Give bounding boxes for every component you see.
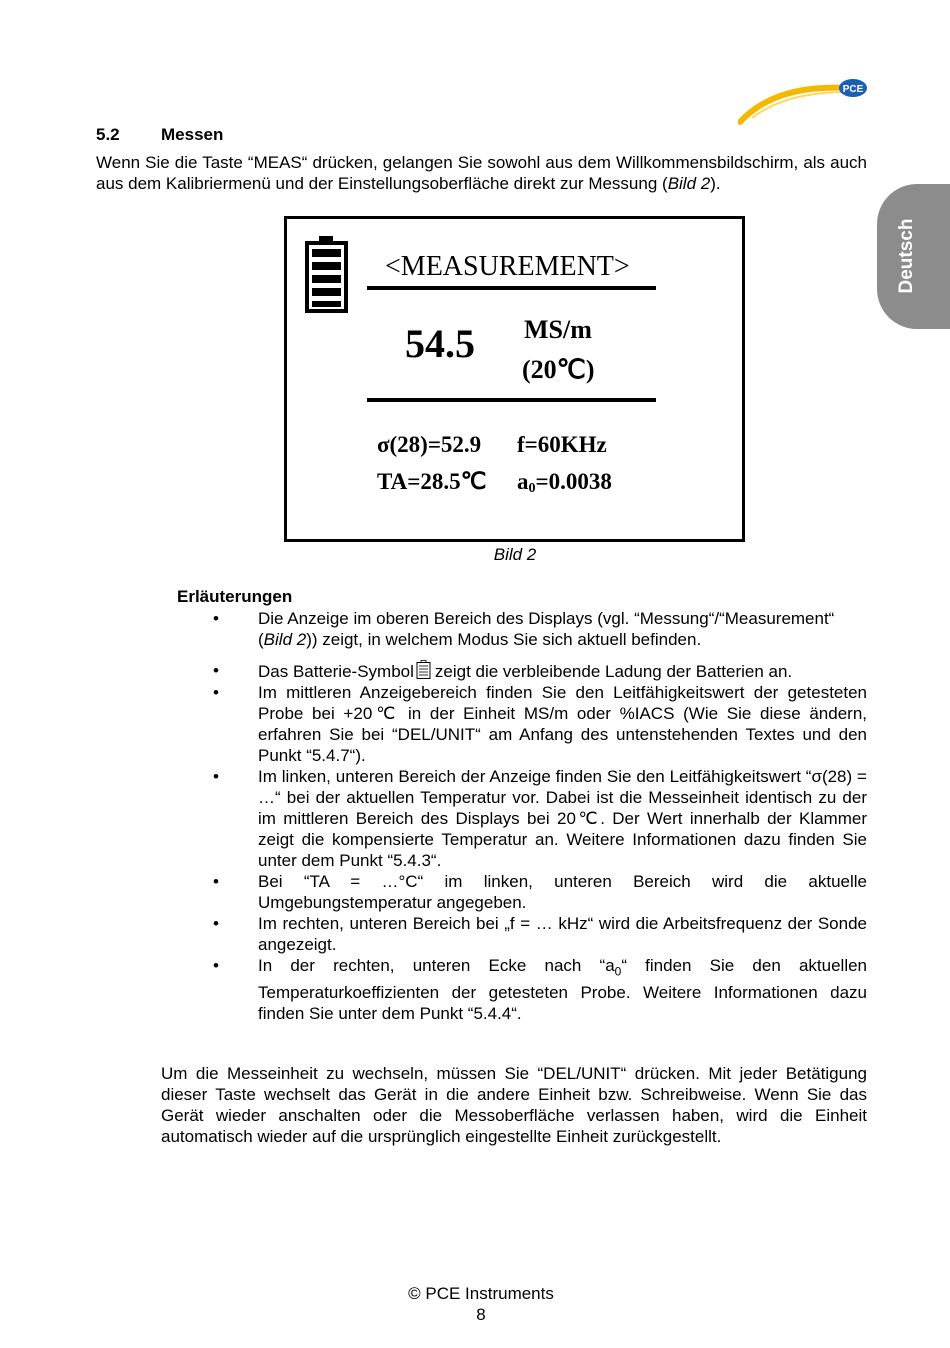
display-sigma: σ(28)=52.9 <box>377 432 482 457</box>
display-divider-bottom <box>367 398 656 402</box>
display-title: <MEASUREMENT> <box>385 251 630 282</box>
language-tab-label: Deutsch <box>896 218 917 294</box>
footer-copyright: © PCE Instruments <box>408 1284 554 1303</box>
display-coefficient: a0=0.0038 <box>517 469 612 496</box>
figure-caption: Bild 2 <box>493 545 537 564</box>
meter-display-graphic <box>287 219 742 539</box>
section-title: Messen <box>161 125 224 144</box>
meter-display <box>284 216 745 542</box>
section-number: 5.2 <box>96 125 120 144</box>
intro-text-end: ). <box>710 174 721 193</box>
display-unit: MS/m <box>524 315 592 344</box>
logo-text: PCE <box>842 84 864 95</box>
display-divider-top <box>367 286 656 290</box>
list-item: • Bei “TA = …°C“ im linken, unteren Bereich wird die aktuelle Umgebungstemperatur angegeben. <box>177 871 867 913</box>
explanations-heading: Erläuterungen <box>177 587 293 606</box>
list-item: • In der rechten, unteren Ecke nach “$a_0“$ finden Sie den aktuellen Temperaturkoeffizienten der getesteten Probe. Weitere Informationen dazu finden Sie unter dem Punkt “5.4.4“. <box>177 955 867 1024</box>
display-value: 54.5 <box>405 321 475 366</box>
intro-paragraph <box>96 152 867 194</box>
display-frequency: f=60KHz <box>517 432 607 457</box>
intro-text: Wenn Sie die Taste “MEAS“ drücken, gelangen Sie sowohl aus dem Willkommensbildschirm, als auch aus dem Kalibriermenü und der Einstellungsoberfläche direkt zur Messung ( <box>96 153 867 193</box>
battery-icon <box>307 236 346 311</box>
outro-paragraph: Um die Messeinheit zu wechseln, müssen Sie “DEL/UNIT“ drücken. Mit jeder Betätigung dieser Taste wechselt das Gerät in die andere Einheit bzw. Schreibweise. Wenn Sie das Gerät wieder anschalten oder die Messoberfläche verlassen haben, wird die Einheit automatisch wieder auf die ursprünglich eingestellte Einheit zurückgestellt. <box>161 1064 867 1146</box>
language-tab <box>877 184 950 329</box>
list-item: • Die Anzeige im oberen Bereich des Displays (vgl. “Messung“/“Measurement“ (Bild 2)) zeigt, in welchem Modus Sie sich aktuell befinden. <box>177 608 867 650</box>
pce-logo <box>738 78 868 128</box>
list-item: • Im linken, unteren Bereich der Anzeige finden Sie den Leitfähigkeitswert “σ(28) = …“ bei der aktuellen Temperatur vor. Dabei ist die Messeinheit identisch zu der im mittleren Bereich des Displays bei 20℃. Der Wert innerhalb der Klammer zeigt die kompensierte Temperatur an. Weitere Informationen dazu finden Sie unter dem Punkt “5.4.3“. <box>177 766 867 871</box>
display-temperature: (20℃) <box>522 355 595 384</box>
display-ambient-temp: TA=28.5℃ <box>377 469 487 494</box>
page-number: 8 <box>476 1305 486 1324</box>
list-item: • Das Batterie-Symbol zeigt die verbleibende Ladung der Batterien an. <box>177 660 867 682</box>
battery-icon <box>416 660 431 679</box>
list-item: • Im mittleren Anzeigebereich finden Sie den Leitfähigkeitswert der getesteten Probe bei +20℃ in der Einheit MS/m oder %IACS (Wie Sie diese ändern, erfahren Sie bei “DEL/UNIT“ am Anfang des untenstehenden Textes und den Punkt “5.4.7“). <box>177 682 867 766</box>
list-item: • Im rechten, unteren Bereich bei „f = … kHz“ wird die Arbeitsfrequenz der Sonde angezeigt. <box>177 913 867 955</box>
explanations-list <box>177 608 867 1024</box>
intro-figure-ref: Bild 2 <box>667 174 711 193</box>
